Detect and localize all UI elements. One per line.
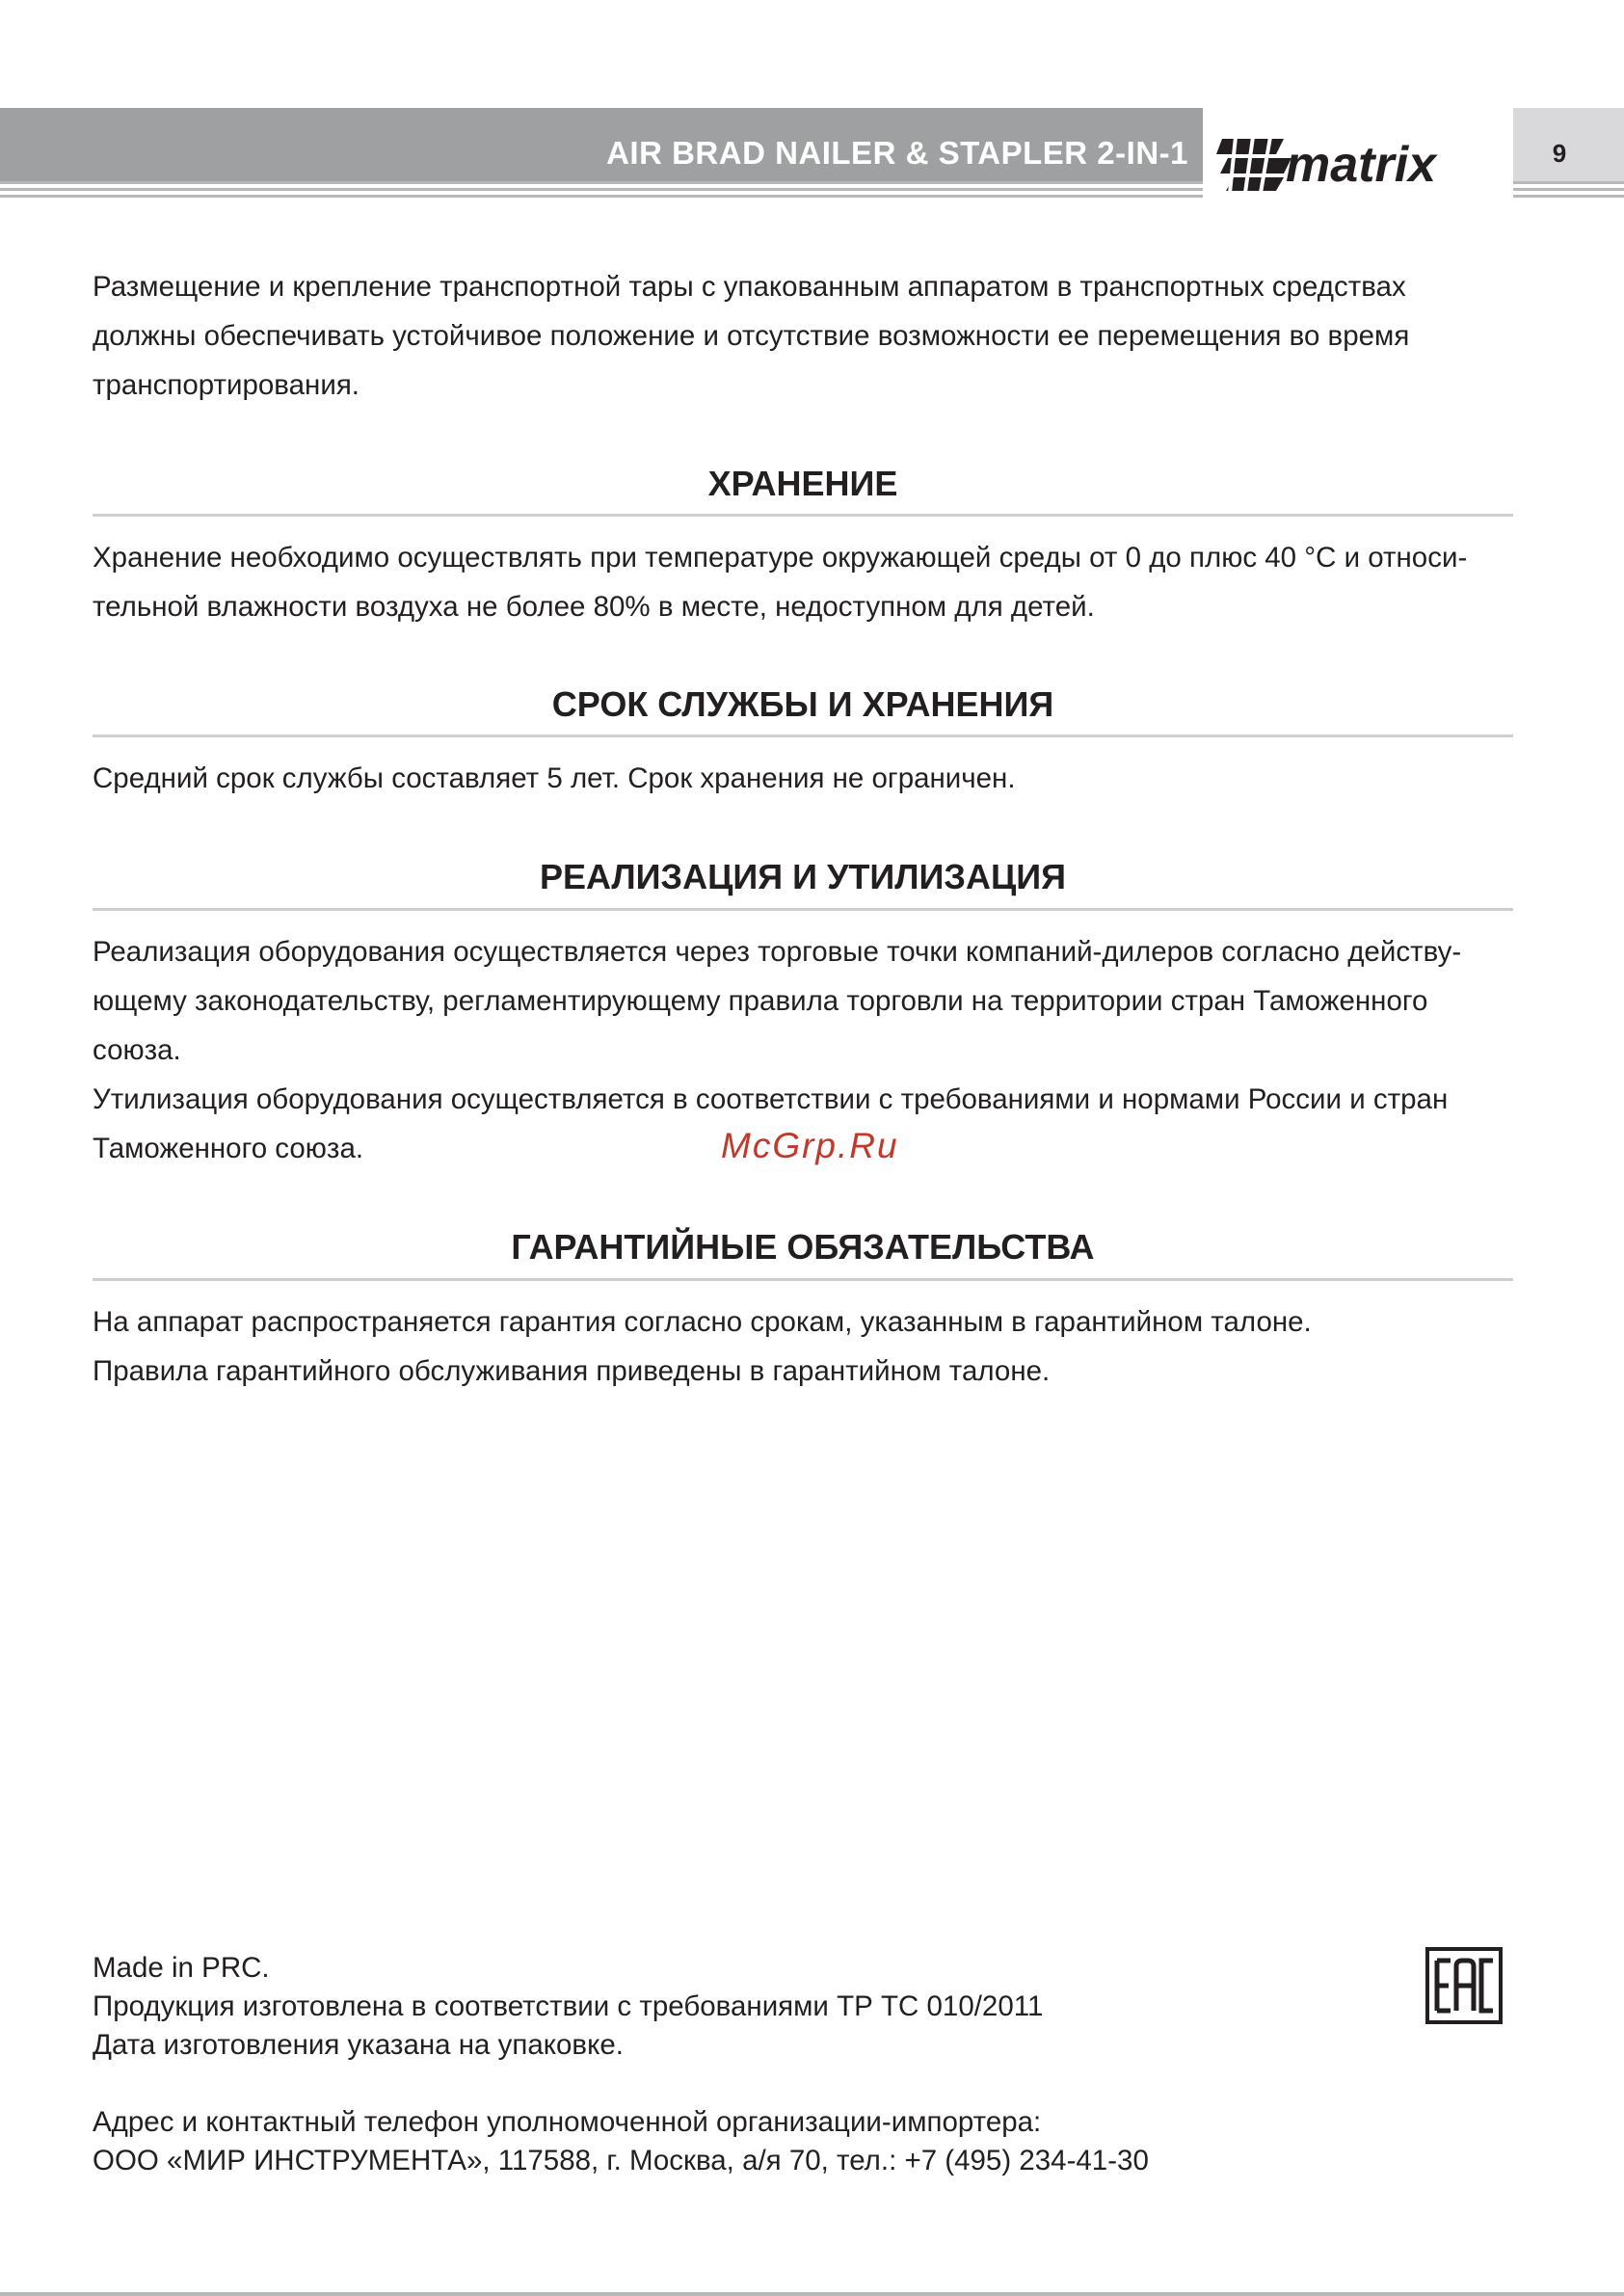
matrix-logo-wordmark: matrix [1286,137,1437,193]
section-heading-sale-disposal: РЕАЛИЗАЦИЯ И УТИЛИЗАЦИЯ [539,857,1067,896]
document-title: AIR BRAD NAILER & STAPLER 2-IN-1 [606,135,1188,171]
text-line: транспортирования. [93,369,359,401]
text-line: Адрес и контактный телефон уполномоченной организации-импортера: [93,2106,1042,2138]
intro-paragraph [93,262,1519,410]
manufacture-info [93,1949,1345,2065]
text-line: Средний срок службы составляет 5 лет. Срок хранения не ограничен. [93,762,1016,794]
warranty-paragraph [93,1297,1519,1396]
section-heading-storage: ХРАНЕНИЕ [707,464,898,503]
matrix-logo [1216,123,1502,197]
matrix-logo-grid-icon [1216,137,1291,193]
eac-certification-icon [1425,1947,1503,2024]
text-line: Утилизация оборудования осуществляется в соответствии с требованиями и нормами России и стран [93,1083,1449,1115]
page-number: 9 [1552,139,1567,168]
text-line: ющему законодательству, регламентирующему правила торговли на территории стран Таможенного [93,985,1428,1017]
importer-info [93,2103,1345,2180]
watermark: McGrp.Ru [721,1126,899,1165]
storage-paragraph [93,533,1519,631]
text-line: союза. [93,1034,181,1066]
section-divider [93,734,1513,737]
text-line: Made in PRC. [93,1952,270,1984]
text-line: Продукция изготовлена в соответствии с требованиями ТР ТС 010/2011 [93,1990,1044,2022]
section-divider [93,908,1513,911]
header-stripes [0,181,1203,202]
page-number-stripes [1513,181,1624,202]
text-line: ООО «МИР ИНСТРУМЕНТА», 117588, г. Москва, а/я 70, тел.: +7 (495) 234-41-30 [93,2145,1149,2176]
section-heading-service-life: СРОК СЛУЖБЫ И ХРАНЕНИЯ [551,684,1054,724]
text-line: тельной влажности воздуха не более 80% в месте, недоступном для детей. [93,591,1095,623]
bottom-rule [0,2292,1624,2296]
section-heading-warranty: ГАРАНТИЙНЫЕ ОБЯЗАТЕЛЬСТВА [511,1227,1095,1267]
text-line: Хранение необходимо осуществлять при температуре окружающей среды от 0 до плюс 40 °С и относи- [93,542,1468,574]
text-line: На аппарат распространяется гарантия согласно срокам, указанным в гарантийном талоне. [93,1306,1312,1338]
text-line: Реализация оборудования осуществляется через торговые точки компаний-дилеров согласно действу- [93,936,1462,968]
section-divider [93,1278,1513,1281]
service-life-paragraph [93,754,1519,803]
text-line: Правила гарантийного обслуживания приведены в гарантийном талоне. [93,1355,1051,1387]
section-divider [93,514,1513,517]
text-line: должны обеспечивать устойчивое положение и отсутствие возможности ее перемещения во время [93,320,1410,352]
text-line: Размещение и крепление транспортной тары с упакованным аппаратом в транспортных средствах [93,271,1406,303]
text-line: Дата изготовления указана на упаковке. [93,2029,624,2061]
text-line: Таможенного союза. [93,1133,364,1164]
